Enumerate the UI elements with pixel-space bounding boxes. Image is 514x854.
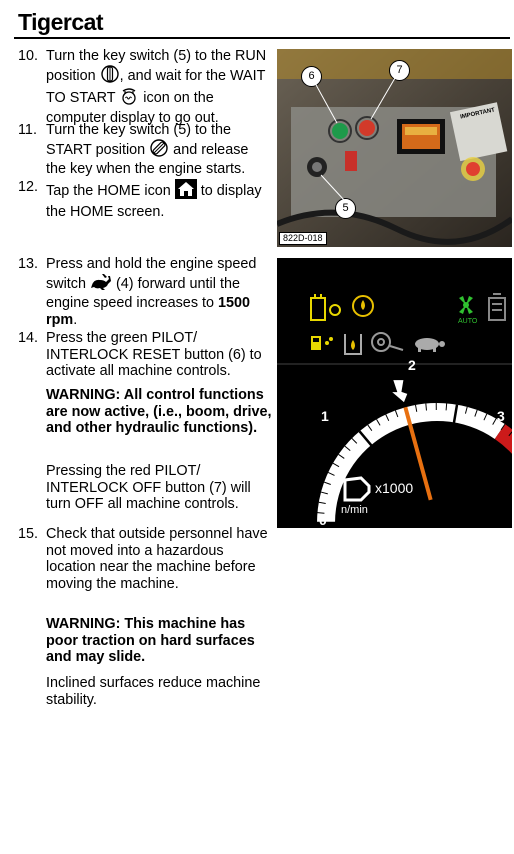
warning-text: WARNING: This machine has poor traction on hard surfaces and may slide. xyxy=(46,616,255,666)
turbo-icon xyxy=(372,333,403,351)
step-number: 13. xyxy=(18,256,39,272)
step-number: 15. xyxy=(18,526,39,542)
unit-label: n/min xyxy=(341,504,368,516)
turtle-icon xyxy=(415,338,445,352)
step-text: Press and hold the engine speed switch (4) forward until the engine speed increases to 1500 rpm. xyxy=(46,256,257,328)
step-text: Turn the key switch (5) to the START position and release the key when the engine starts. xyxy=(46,122,249,178)
needle-pointer-arrow xyxy=(390,379,408,403)
step-number: 14. xyxy=(18,330,39,346)
hydraulic-icon xyxy=(345,334,361,354)
wait-to-start-icon xyxy=(119,87,139,110)
step-text: Turn the key switch (5) to the RUN position , and wait for the WAIT TO START icon on the computer display to go out. xyxy=(46,48,267,126)
control-panel-photo xyxy=(277,49,512,247)
header-rule xyxy=(14,37,510,39)
tick-label-3: 3 xyxy=(497,408,505,424)
warning-text: WARNING: All control functions are now active, (i.e., boom, drive, and other hydraulic functions). xyxy=(46,387,272,437)
step-number: 12. xyxy=(18,179,39,195)
rabbit-icon xyxy=(90,273,112,296)
step-number: 10. xyxy=(18,48,39,64)
run-position-icon xyxy=(100,65,120,88)
callout-7: 7 xyxy=(389,60,410,81)
tachometer-display xyxy=(277,258,512,528)
battery-icon xyxy=(311,294,325,320)
note-text: Pressing the red PILOT/ INTERLOCK OFF button (7) will turn OFF all machine controls. xyxy=(46,463,251,513)
lamp-icon xyxy=(330,305,340,315)
start-position-icon xyxy=(149,139,169,162)
home-icon xyxy=(175,179,197,204)
auto-label: AUTO xyxy=(458,318,478,325)
photo-caption: 822D-018 xyxy=(279,232,327,245)
unit-multiplier: x1000 xyxy=(375,480,414,496)
gauge-tick xyxy=(446,403,447,410)
fuel-icon xyxy=(311,336,333,350)
step-text: Press the green PILOT/ INTERLOCK RESET button (6) to activate all machine controls. xyxy=(46,330,262,380)
callout-leaders xyxy=(277,49,512,247)
engine-icon xyxy=(345,478,369,500)
tick-label-0: 0 xyxy=(319,512,327,528)
oil-pressure-icon xyxy=(353,296,373,316)
tick-label-2: 2 xyxy=(408,357,416,373)
gauge-tick xyxy=(426,404,427,411)
step-text: Check that outside personnel have not moved into a hazardous location near the machine before moving the machine. xyxy=(46,526,268,592)
filter-icon xyxy=(489,294,505,320)
tick-label-1: 1 xyxy=(321,408,329,424)
callout-6: 6 xyxy=(301,66,322,87)
callout-5: 5 xyxy=(335,198,356,219)
step-text: Tap the HOME icon to display the HOME screen. xyxy=(46,179,272,220)
note-text: Inclined surfaces reduce machine stability. xyxy=(46,675,261,708)
auto-fan-icon xyxy=(459,296,473,314)
brand-logo: Tigercat xyxy=(18,9,104,35)
step-number: 11. xyxy=(18,122,37,138)
important-sticker-text: IMPORTANT xyxy=(459,107,496,121)
